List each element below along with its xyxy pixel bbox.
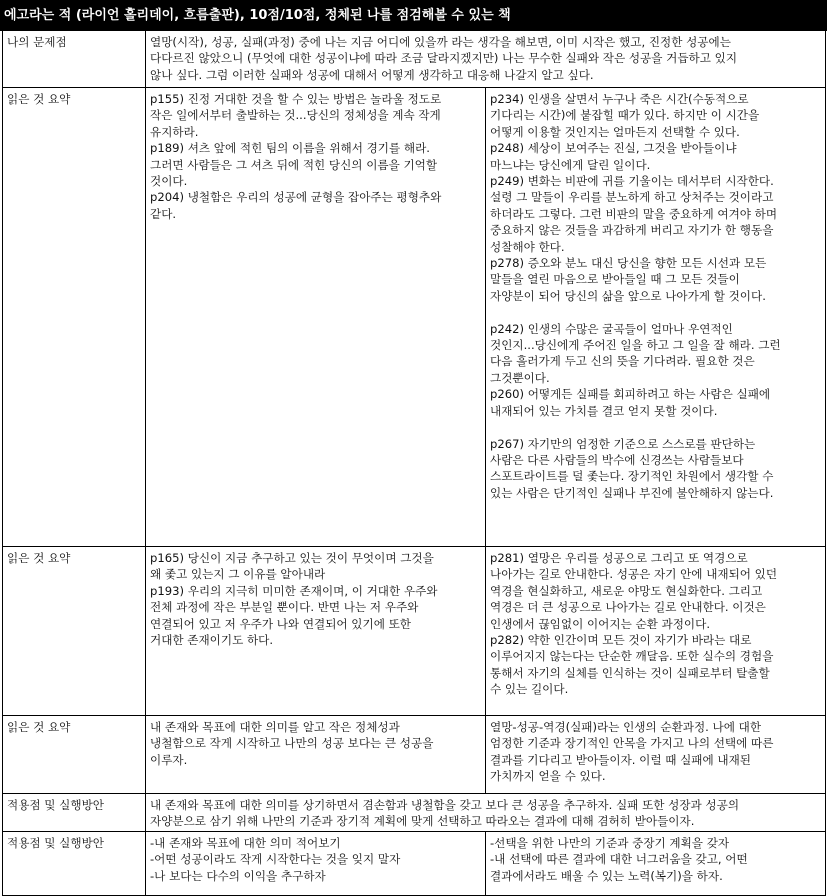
summary-left-text — [146, 88, 485, 546]
text-line: 열망(시작), 성공, 실패(과정) 중에 나는 지금 어디에 있을까 라는 생각을 해보면, 이미 시작은 했고, 진정한 성공에는 — [150, 35, 731, 49]
row-label-summary: 읽은 것 요약 — [7, 720, 71, 734]
text-line: 중요하지 않은 것들을 과감하게 버리고 자기가 한 행동을 — [490, 223, 774, 238]
text-line: 어떻게 이용할 것인지는 얼마든지 선택할 수 있다. — [490, 124, 740, 139]
text-line: 것이다. — [150, 174, 188, 189]
text-line: 성찰해야 한다. — [490, 239, 565, 254]
text-line: 있는 사람은 단기적인 실패나 부진에 불안해하지 않는다. — [490, 485, 774, 500]
text-line: 이루어지지 않는다는 단순한 깨달음. 또한 실수의 경험을 — [490, 649, 774, 664]
text-line: 내재되어 있는 가치를 결코 얻지 못할 것이다. — [490, 403, 718, 418]
text-line: 이루자. — [150, 752, 188, 767]
text-line: 다음 흘러가게 두고 신의 뜻을 기다려라. 필요한 것은 — [490, 354, 755, 369]
text-line: 기다리는 시간)에 붙잡힐 때가 있다. 하지만 이 시간을 — [490, 108, 760, 123]
text-line: 결과를 기다리고 받아들이자. 이럴 때 실패에 내재된 — [490, 752, 751, 767]
text-line: 엄정한 기준과 장기적인 안목을 가지고 나의 선택에 따른 — [490, 736, 774, 751]
text-line: p189) 셔츠 앞에 적힌 팀의 이름을 위해서 경기를 해라. — [150, 141, 430, 156]
text-line: 수 있는 길이다. — [490, 682, 569, 697]
problem-text — [146, 31, 825, 87]
text-line: p242) 인생의 수많은 굴곡들이 얼마나 우연적인 — [490, 321, 733, 336]
action-left-text — [146, 832, 485, 895]
text-line: 통해서 자기의 실체를 인식하는 것이 실패로부터 탈출할 — [490, 665, 770, 680]
text-line: -내 선택에 따른 결과에 대한 너그러움을 갖고, 어떤 — [490, 852, 748, 867]
text-line: p249) 변화는 비판에 귀를 기울이는 데서부터 시작한다. — [490, 174, 774, 189]
text-line: 것인지...당신에게 주어진 일을 하고 그 일을 잘 해라. 그런 — [490, 338, 781, 353]
summary-left-text — [146, 547, 485, 715]
text-line: p260) 어떻게든 실패를 회피하려고 하는 사람은 실패에 — [490, 387, 771, 402]
row-label-summary: 읽은 것 요약 — [7, 551, 71, 565]
text-line: -내 존재와 목표에 대한 의미 적어보기 — [150, 836, 341, 850]
text-line: 인생에서 끊임없이 이어지는 순환 과정이다. — [490, 616, 711, 631]
text-line: 내 존재와 목표에 대한 의미를 상기하면서 겸손함과 냉철함을 갖고 보다 큰 성공을 추구하자. 실패 또한 성장과 성공의 — [150, 798, 740, 812]
document-title: 에고라는 적 (라이언 홀리데이, 흐름출판), 10점/10점, 정체된 나를 점검해볼 수 있는 책 — [0, 0, 827, 31]
blank-line — [490, 304, 821, 320]
text-line: 그러면 사람들은 그 셔츠 뒤에 적힌 당신의 이름을 기억할 — [150, 157, 438, 172]
text-line: 마느냐는 당신에게 달린 일이다. — [490, 157, 651, 172]
text-line: 열망-성공-역경(실패)라는 인생의 순환과정. 나에 대한 — [490, 720, 762, 734]
text-line: 그것뿐이다. — [490, 370, 550, 385]
text-line: p248) 세상이 보여주는 진실, 그것을 받아들이냐 — [490, 141, 737, 156]
text-line: 왜 좇고 있는지 그 이유를 알아내라 — [150, 567, 326, 582]
text-line: 가치까지 얻을 수 있다. — [490, 769, 606, 784]
text-line: p267) 자기만의 엄정한 기준으로 스스로를 판단하는 — [490, 436, 756, 451]
text-line: 스포트라이트를 덜 좇는다. 장기적인 차원에서 생각할 수 — [490, 469, 774, 484]
application-text — [146, 794, 825, 831]
text-line: 결과에서라도 배울 수 있는 노력(복기)을 하자. — [490, 868, 723, 883]
action-right-text — [486, 832, 825, 895]
summary-table — [2, 31, 826, 896]
text-line: 연결되어 있고 저 우주가 나와 연결되어 있기에 또한 — [150, 616, 411, 631]
text-line: p278) 증오와 분노 대신 당신을 향한 모든 시선과 모든 — [490, 256, 767, 271]
text-line: 거대한 존재이기도 하다. — [150, 633, 274, 648]
row-label-application: 적용점 및 실행방안 — [7, 836, 104, 850]
text-line: -어떤 성공이라도 작게 시작한다는 것을 잊지 말자 — [150, 852, 401, 867]
text-line: p234) 인생을 살면서 누구나 죽은 시간(수동적으로 — [490, 92, 749, 106]
text-line: p282) 약한 인간이며 모든 것이 자기가 바라는 대로 — [490, 633, 752, 648]
text-line: 말들을 열린 마음으로 받아들일 때 그 모든 것들이 — [490, 272, 740, 287]
text-line: 자양분으로 삼기 위해 나만의 기준과 장기적 계획에 맞게 선택하고 따라오는 결과에 대해 겸허히 받아들이자. — [150, 814, 695, 829]
row-label-summary: 읽은 것 요약 — [7, 92, 71, 106]
text-line: 사람은 다른 사람들의 박수에 신경쓰는 사람들보다 — [490, 452, 744, 467]
text-line: 내 존재와 목표에 대한 의미를 알고 작은 정체성과 — [150, 720, 400, 734]
row-label-application: 적용점 및 실행방안 — [7, 798, 104, 812]
text-line: -선택을 위한 나만의 기준과 중장기 계획을 갖자 — [490, 836, 730, 850]
text-line: 나아가는 길로 안내한다. 성공은 자기 안에 내재되어 있던 — [490, 567, 778, 582]
summary-left-text — [146, 716, 485, 793]
text-line: 설령 그 말들이 우리를 분노하게 하고 상처주는 것이라고 — [490, 190, 774, 205]
summary-right-text — [486, 716, 825, 793]
blank-line — [490, 419, 821, 435]
text-line: 냉철함으로 작게 시작하고 나만의 성공 보다는 큰 성공을 — [150, 736, 434, 751]
text-line: 같다. — [150, 206, 177, 221]
text-line: p155) 진정 거대한 것을 할 수 있는 방법은 놀라울 정도로 — [150, 92, 442, 106]
text-line: 역경은 더 큰 성공으로 나아가는 길로 안내한다. 이것은 — [490, 600, 766, 615]
text-line: 작은 일에서부터 출발하는 것...당신의 정체성을 계속 작게 — [150, 108, 441, 123]
row-label-problem: 나의 문제점 — [7, 35, 67, 49]
text-line: -나 보다는 다수의 이익을 추구하자 — [150, 868, 326, 883]
text-line: 않나 싶다. 그럼 이러한 실패와 성공에 대해서 어떻게 생각하고 대응해 나갈지 알고 싶다. — [150, 67, 594, 82]
text-line: 다다르진 않았으니 (무엇에 대한 성공이냐에 따라 조금 달라지겠지만) 나는 무수한 실패와 작은 성공을 거듭하고 있지 — [150, 51, 738, 66]
text-line: p165) 당신이 지금 추구하고 있는 것이 무엇이며 그것을 — [150, 551, 434, 565]
text-line: 역경을 현실화하고, 새로운 야망도 현실화한다. 그리고 — [490, 583, 763, 598]
text-line: p193) 우리의 지극히 미미한 존재이며, 이 거대한 우주와 — [150, 583, 438, 598]
text-line: 전체 과정에 작은 부분일 뿐이다. 반면 나는 저 우주와 — [150, 600, 419, 615]
text-line: p204) 냉철함은 우리의 성공에 균형을 잡아주는 평형추와 — [150, 190, 442, 205]
text-line: 하더라도 그렇다. 그런 비판의 말을 중요하게 여겨야 하며 — [490, 206, 778, 221]
text-line: 자양분이 되어 당신의 삶을 앞으로 나아가게 할 것이다. — [490, 288, 766, 303]
text-line: 유지하라. — [150, 124, 199, 139]
text-line: p281) 열망은 우리를 성공으로 그리고 또 역경으로 — [490, 551, 748, 565]
summary-right-text — [486, 547, 825, 715]
summary-right-text — [486, 88, 825, 546]
